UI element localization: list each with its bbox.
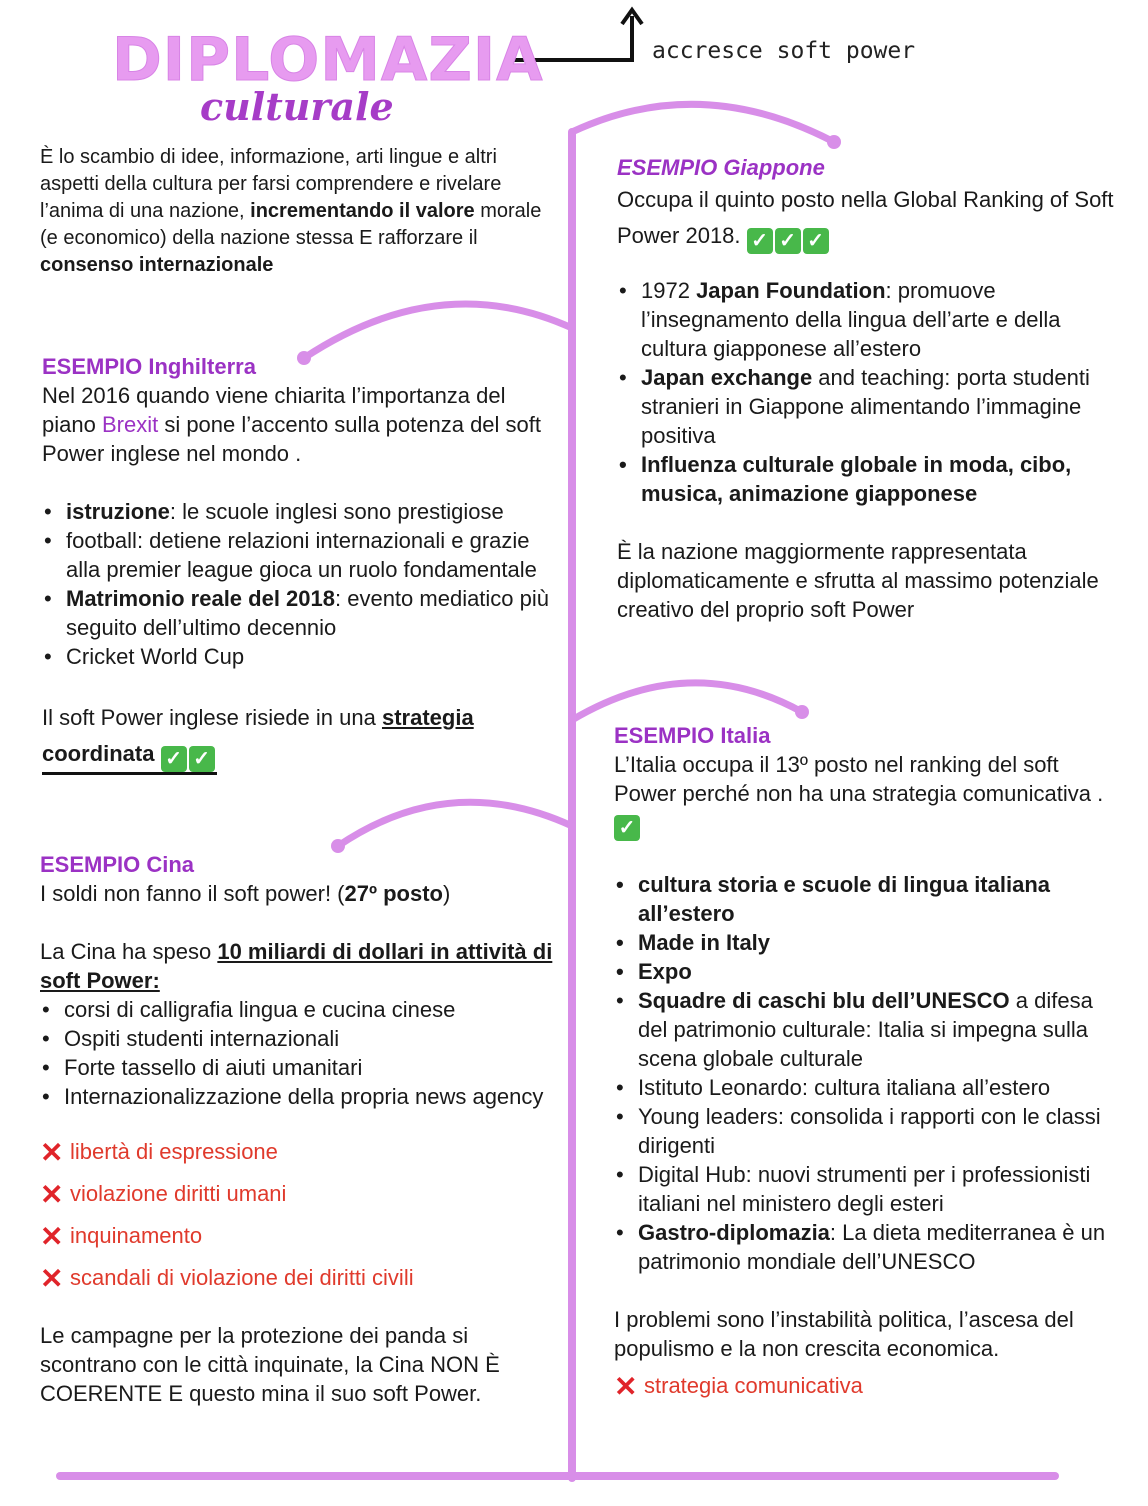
inghilterra-list	[42, 497, 562, 671]
italia-list	[614, 870, 1114, 1276]
cross-icon: ✕	[40, 1221, 64, 1252]
list-item: • istruzione: le scuole inglesi sono prestigiose	[42, 497, 562, 526]
list-item: • Istituto Leonardo: cultura italiana all’estero	[614, 1073, 1114, 1102]
cross-icon: ✕	[614, 1371, 638, 1402]
cina-conclusion: Le campagne per la protezione dei panda si scontrano con le città inquinate, la Cina NON È COERENTE E questo mina il suo soft Power.	[40, 1323, 500, 1406]
negative-item: ✕ violazione diritti umani	[40, 1173, 560, 1215]
list-item: • Expo	[614, 957, 1114, 986]
cross-icon: ✕	[40, 1137, 64, 1168]
italia-problems: I problemi sono l’instabilità politica, l’ascesa del populismo e la non crescita economica.	[614, 1307, 1074, 1361]
list-item: • Influenza culturale globale in moda, cibo, musica, animazione giapponese	[617, 450, 1117, 508]
check-icon: ✓	[803, 228, 829, 254]
negative-item: ✕ strategia comunicativa	[614, 1365, 1114, 1407]
check-icon: ✓	[189, 746, 215, 772]
list-item: • football: detiene relazioni internazionali e grazie alla premier league gioca un ruolo fondamentale	[42, 526, 562, 584]
cina-line1: I soldi non fanno il soft power! (27º posto)	[40, 881, 451, 906]
list-item: • Matrimonio reale del 2018: evento mediatico più seguito dell’ultimo decennio	[42, 584, 562, 642]
list-item: • Cricket World Cup	[42, 642, 562, 671]
cross-icon: ✕	[40, 1263, 64, 1294]
italia-paragraph: L’Italia occupa il 13º posto nel ranking del soft Power perché non ha una strategia comunicativa . ✓	[614, 752, 1104, 839]
section-italia	[614, 721, 1114, 1407]
brexit-word: Brexit	[101, 412, 159, 437]
branch-italia	[572, 683, 802, 720]
list-item: • Forte tassello di aiuti umanitari	[40, 1053, 560, 1082]
arrow-note: accresce soft power	[652, 38, 916, 64]
intro-text: È lo scambio di idee, informazione, arti lingue e altri aspetti della cultura per farsi comprendere e rivelare l’anima di una nazione,	[40, 146, 502, 222]
heading-giappone: ESEMPIO Giappone	[617, 155, 825, 180]
heading-italia: ESEMPIO Italia	[614, 723, 771, 748]
section-inghilterra	[42, 352, 562, 775]
list-item: • Ospiti studenti internazionali	[40, 1024, 560, 1053]
list-item: • corsi di calligrafia lingua e cucina cinese	[40, 995, 560, 1024]
page-title: DIPLOMAZIA	[112, 25, 544, 95]
cina-negatives	[40, 1131, 560, 1299]
cina-spent: La Cina ha speso 10 miliardi di dollari in attività di soft Power:	[40, 939, 553, 993]
inghilterra-strategy: Il soft Power inglese risiede in una strategia coordinata ✓ ✓	[42, 700, 562, 775]
list-item: • Squadre di caschi blu dell’UNESCO a difesa del patrimonio culturale: Italia si impegna sulla scena globale culturale	[614, 986, 1114, 1073]
list-item: • Digital Hub: nuovi strumenti per i professionisti italiani nel ministero degli esteri	[614, 1160, 1114, 1218]
list-item: • 1972 Japan Foundation: promuove l’insegnamento della lingua dell’arte e della cultura giapponese all’estero	[617, 276, 1117, 363]
text: si pone l’accento sulla potenza del soft Power inglese nel mondo .	[42, 412, 542, 466]
heading-inghilterra: ESEMPIO Inghilterra	[42, 354, 256, 379]
section-giappone	[617, 153, 1117, 624]
check-icon: ✓	[614, 815, 640, 841]
text: Nel 2016 quando viene chiarita l’importanza del piano	[42, 383, 506, 437]
branch-giappone	[572, 104, 834, 142]
list-item: • Japan exchange and teaching: porta studenti stranieri in Giappone alimentando l’immagine positiva	[617, 363, 1117, 450]
check-icon: ✓	[747, 228, 773, 254]
heading-cina: ESEMPIO Cina	[40, 852, 195, 877]
branch-dot	[827, 135, 841, 149]
section-cina	[40, 850, 560, 1408]
list-item: • Made in Italy	[614, 928, 1114, 957]
list-item: • Internazionalizzazione della propria news agency	[40, 1082, 560, 1111]
page-subtitle: culturale	[200, 84, 394, 129]
branch-dot	[795, 705, 809, 719]
giappone-list	[617, 276, 1117, 508]
inghilterra-paragraph	[42, 381, 562, 468]
intro-bold: consenso internazionale	[40, 254, 274, 276]
list-item: • Young leaders: consolida i rapporti con le classi dirigenti	[614, 1102, 1114, 1160]
intro-paragraph	[40, 144, 545, 279]
branch-inghilterra	[304, 304, 572, 358]
list-item: • Gastro-diplomazia: La dieta mediterranea è un patrimonio mondiale dell’UNESCO	[614, 1218, 1114, 1276]
intro-text: morale (e economico) della nazione stessa E rafforzare il	[40, 200, 542, 249]
giappone-conclusion: È la nazione maggiormente rappresentata diplomaticamente e sfrutta al massimo potenziale creativo del proprio soft Power	[617, 539, 1099, 622]
negative-item: ✕ libertà di espressione	[40, 1131, 560, 1173]
cross-icon: ✕	[40, 1179, 64, 1210]
giappone-paragraph: Occupa il quinto posto nella Global Ranking of Soft Power 2018. ✓ ✓ ✓	[617, 187, 1114, 252]
check-icon: ✓	[775, 228, 801, 254]
negative-item: ✕ inquinamento	[40, 1215, 560, 1257]
intro-bold: incrementando il valore	[250, 200, 475, 222]
list-item: • cultura storia e scuole di lingua italiana all’estero	[614, 870, 1114, 928]
negative-item: ✕ scandali di violazione dei diritti civili	[40, 1257, 560, 1299]
branch-cina	[338, 802, 572, 846]
check-icon: ✓	[161, 746, 187, 772]
cina-list	[40, 995, 560, 1111]
